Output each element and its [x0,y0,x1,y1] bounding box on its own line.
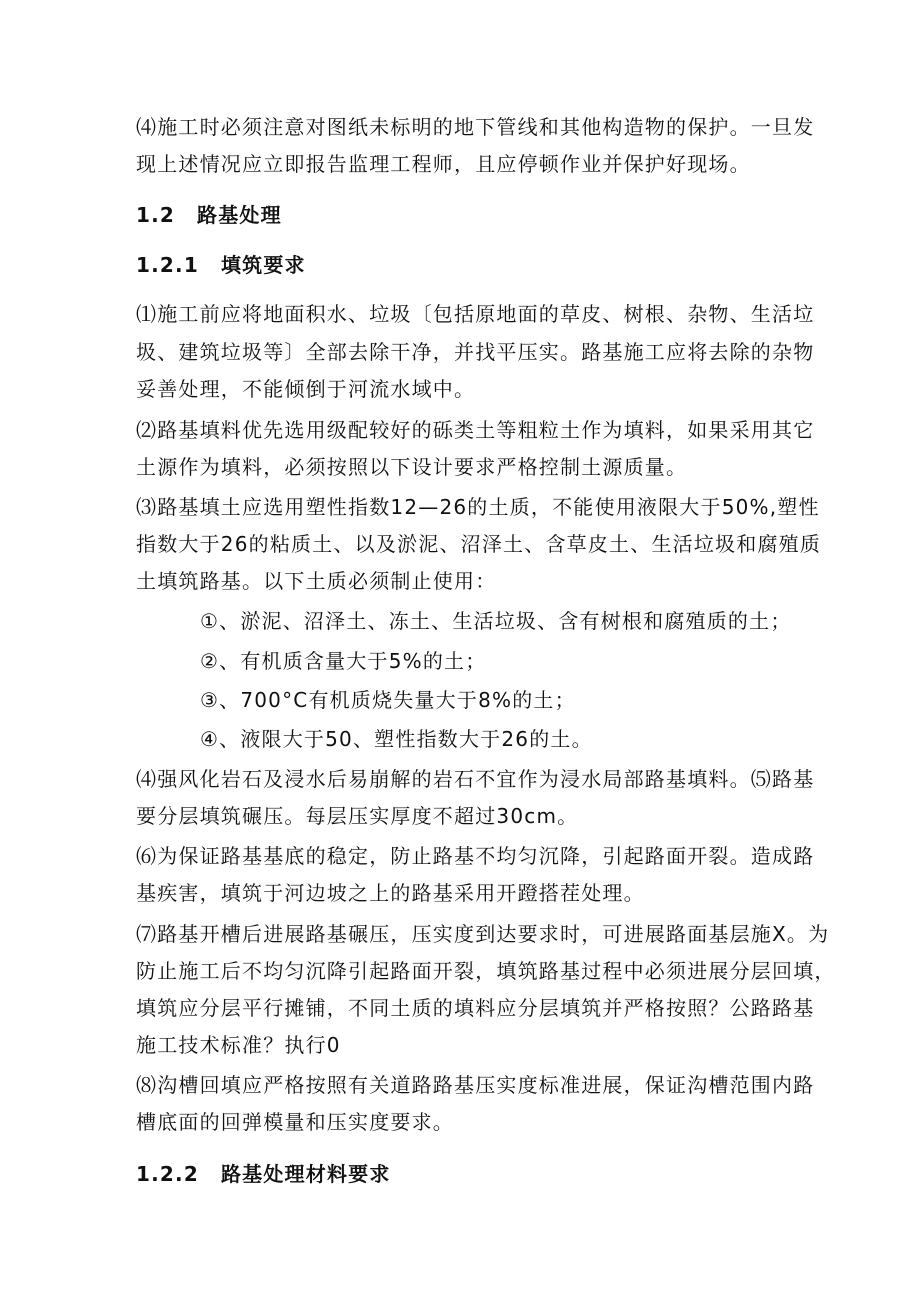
paragraph-line: 圾、建筑垃圾等〕全部去除干净，并找平压实。路基施工应将去除的杂物 [136,340,815,364]
paragraph-line: ⑴施工前应将地面积水、垃圾〔包括原地面的草皮、树根、杂物、生活垃 [136,302,815,326]
paragraph-line: 基疾害，填筑于河边坡之上的路基采用开蹬搭茬处理。 [136,881,645,905]
paragraph-line: ⑵路基填料优先选用级配较好的砾类土等粗粒土作为填料，如果采用其它 [136,418,815,442]
section-heading-1-2 [136,201,282,229]
paragraph-line: 指数大于26的粘质土、以及淤泥、沼泽土、含草皮土、生活垃圾和腐殖质 [136,532,822,556]
paragraph-line: 填筑应分层平行摊铺，不同土质的填料应分层填筑并严格按照？公路路基 [136,996,815,1020]
paragraph-line: 妥善处理，不能倾倒于河流水域中。 [136,377,476,401]
section-number: 1.2.2 [136,1162,199,1186]
paragraph-line: ⑷强风化岩石及浸水后易崩解的岩石不宜作为浸水局部路基填料。⑸路基 [136,767,815,791]
paragraph-line: 施工技术标准？执行0 [136,1033,341,1057]
section-number: 1.2.1 [136,253,199,277]
section-title: 路基处理材料要求 [220,1162,391,1186]
paragraph-line: ⑺路基开槽后进展路基碾压，压实度到达要求时，可进展路面基层施X。为 [136,922,830,946]
paragraph-line: 土填筑路基。以下土质必须制止使用： [136,569,497,593]
section-heading-1-2-2 [136,1160,391,1188]
paragraph-line: 防止施工后不均匀沉降引起路面开裂，填筑路基过程中必须进展分层回填， [136,959,836,983]
list-item: ④、液限大于50、塑性指数大于26的土。 [200,727,593,751]
section-heading-1-2-1 [136,251,306,279]
list-item: ①、淤泥、沼泽土、冻土、生活垃圾、含有树根和腐殖质的土； [200,609,792,633]
paragraph-line: ⑶路基填土应选用塑性指数12—26的土质，不能使用液限大于50%,塑性 [136,495,820,519]
paragraph-line: 现上述情况应立即报告监理工程师，且应停顿作业并保护好现场。 [136,152,751,176]
paragraph-line: ⑷施工时必须注意对图纸未标明的地下管线和其他构造物的保护。一旦发 [136,115,815,139]
list-item: ③、700°C有机质烧失量大于8%的土； [200,688,576,712]
paragraph-line: 槽底面的回弹模量和压实度要求。 [136,1110,454,1134]
paragraph-line: 土源作为填料，必须按照以下设计要求严格控制土源质量。 [136,455,688,479]
paragraph-line: 要分层填筑碾压。每层压实厚度不超过30cm。 [136,804,579,828]
paragraph-line: ⑻沟槽回填应严格按照有关道路路基压实度标准进展，保证沟槽范围内路 [136,1073,815,1097]
paragraph-line: ⑹为保证路基基底的稳定，防止路基不均匀沉降，引起路面开裂。造成路 [136,844,815,868]
section-title: 路基处理 [197,203,282,227]
section-title: 填筑要求 [220,253,306,277]
list-item: ②、有机质含量大于5%的土； [200,649,487,673]
section-number: 1.2 [136,203,176,227]
